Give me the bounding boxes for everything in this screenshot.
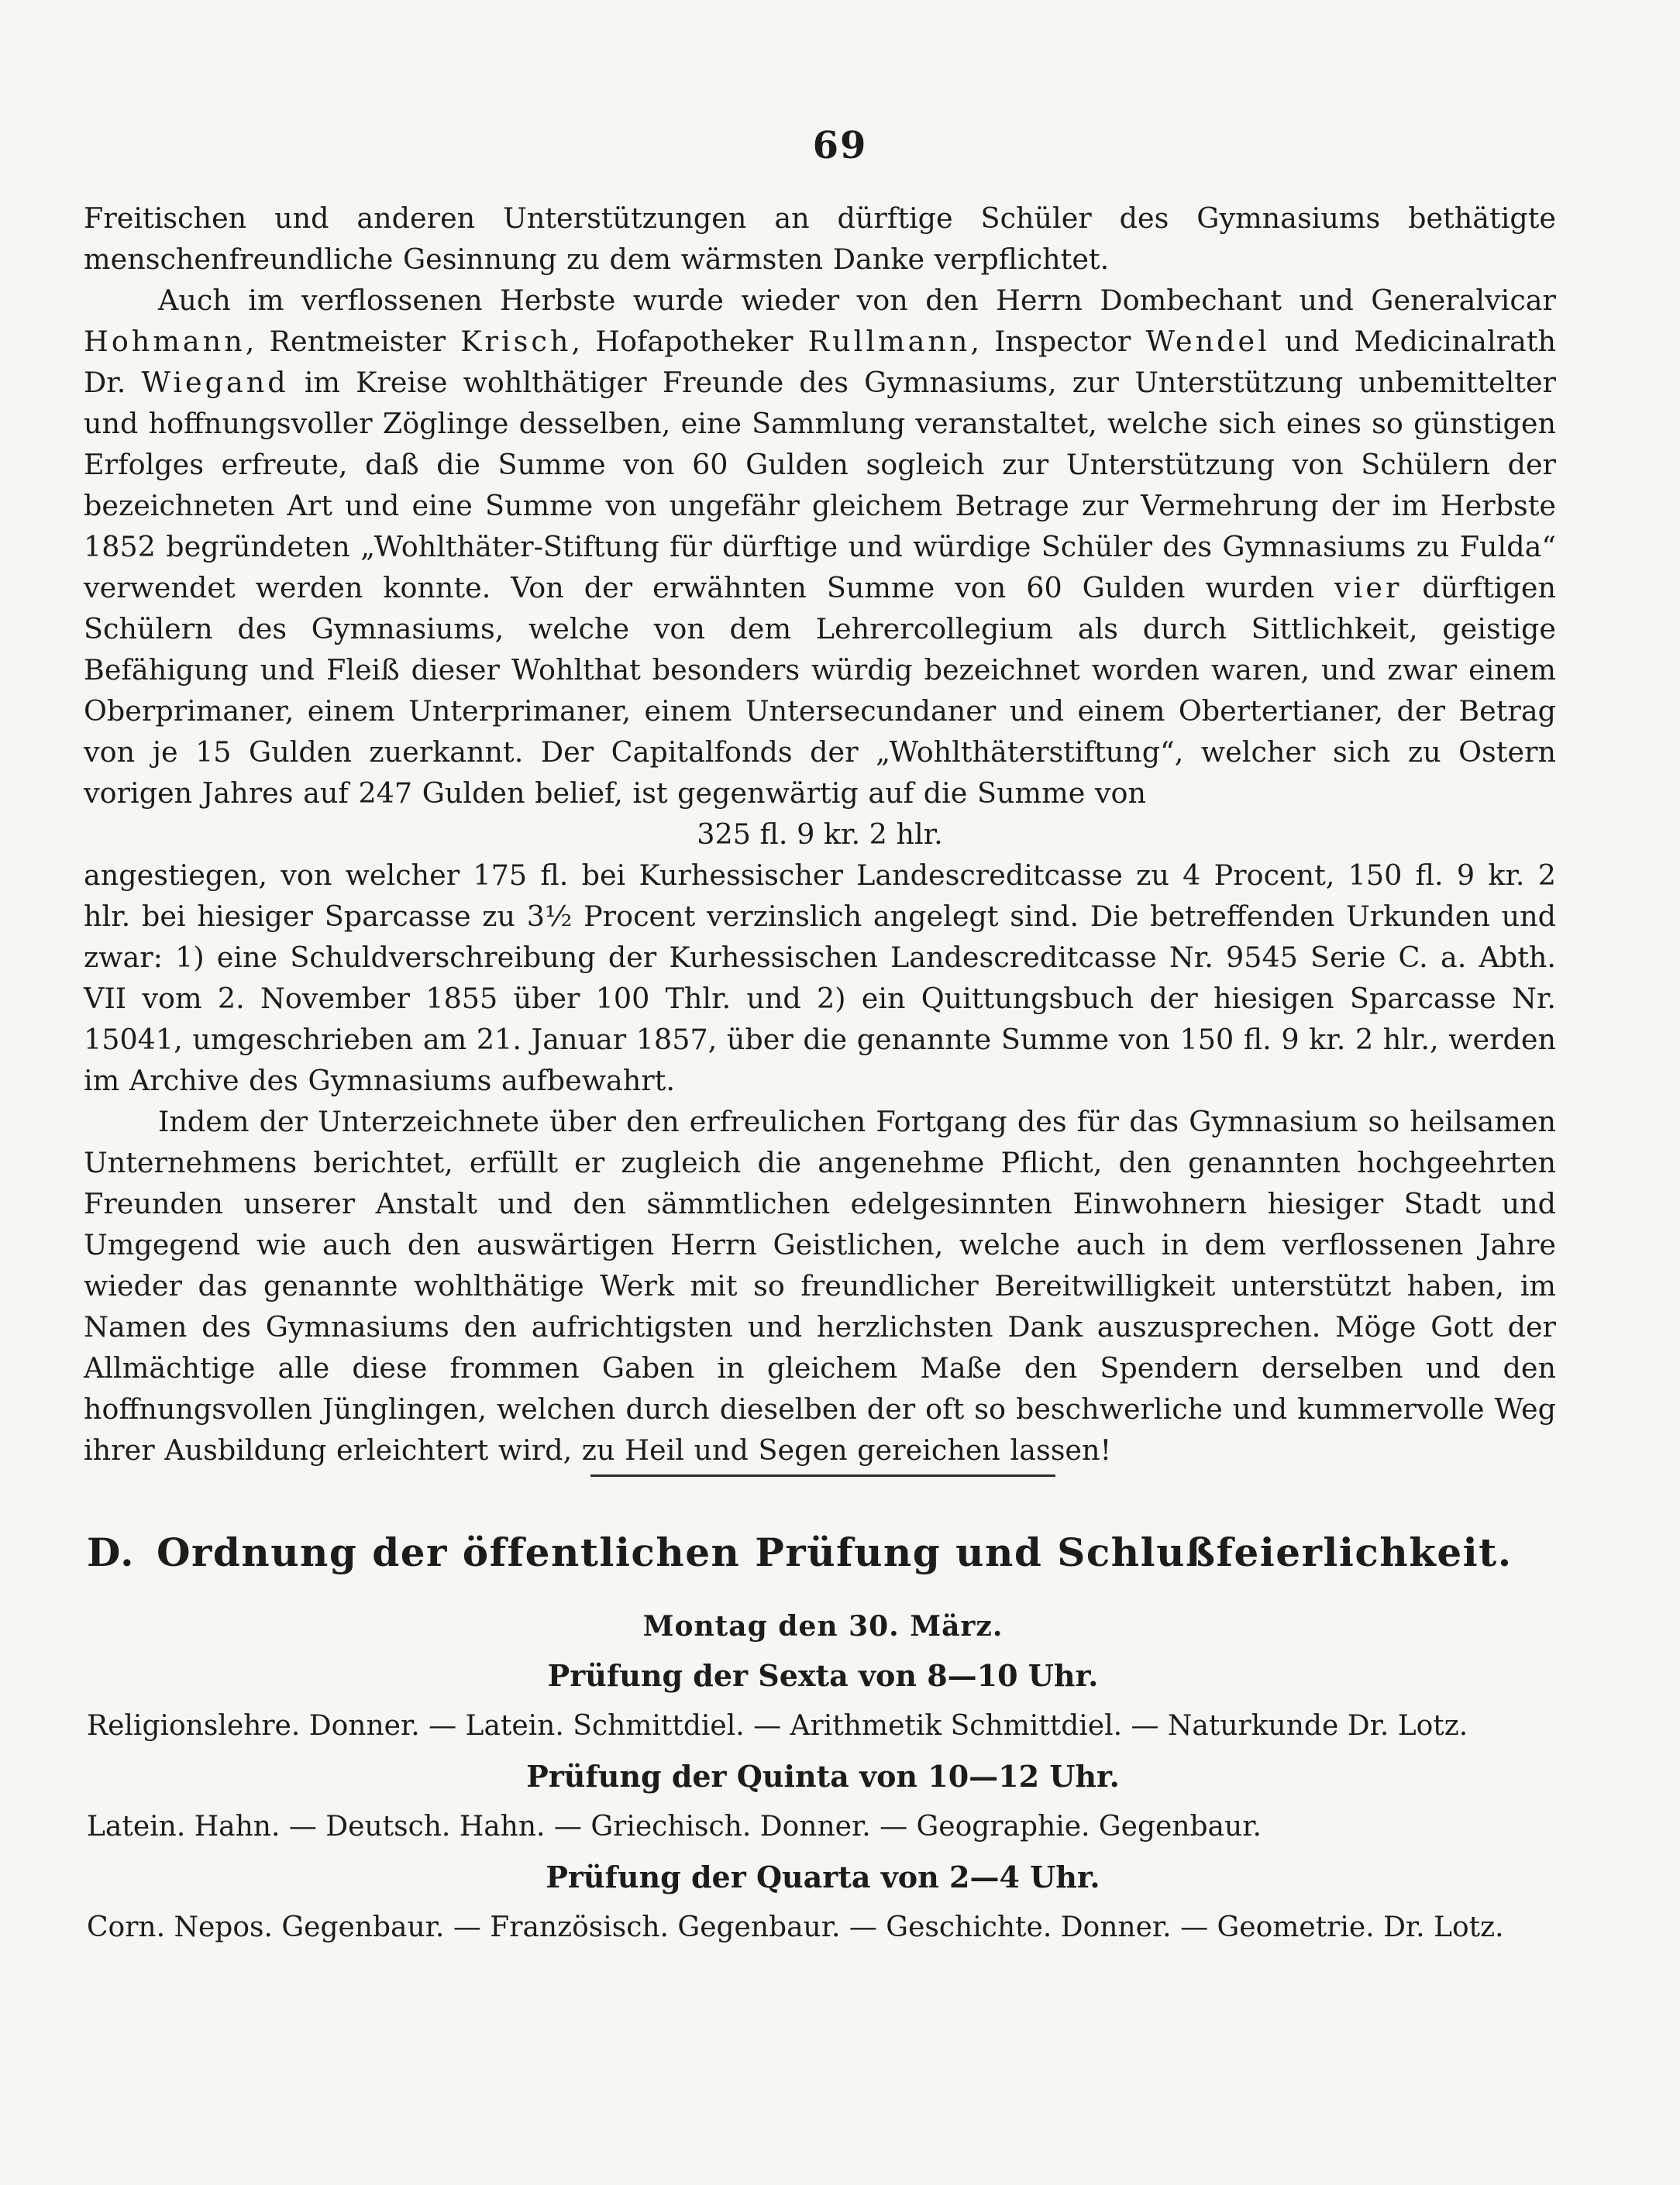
paragraph-2-text: im Kreise wohlthätiger Freunde des Gymnasiums, zur Unterstützung unbemittelter und hoffnungsvoller Zöglinge desselben, eine Sammlung veranstaltet, welche sich eines so günstigen Erfolges erfreute, daß die Summe von 60 Gulden sogleich zur Unterstützung von Schülern der bezeichneten Art und eine Summe von ungefähr gleichem Betrage zur Vermehrung der im Herbste 1852 begründeten „Wohlthäter-Stiftung für dürftige und würdige Schüler des Gymnasiums zu Fulda“ verwendet werden konnte. Von der erwähnten Summe von 60 Gulden wurden xyxy=(84,366,1556,604)
paragraph-2-text: , Rentmeister xyxy=(245,325,461,358)
section-divider xyxy=(590,1474,1055,1477)
paragraph-2-text xyxy=(126,366,141,399)
exam-subjects-sexta: Religionslehre. Donner. — Latein. Schmittdiel. — Arithmetik Schmittdiel. — Naturkunde Dr. Lotz. xyxy=(87,1710,1468,1742)
exam-subjects-quarta: Corn. Nepos. Gegenbaur. — Französisch. Gegenbaur. — Geschichte. Donner. — Geometrie. Dr. Lotz. xyxy=(87,1911,1504,1943)
exam-subjects-quinta: Latein. Hahn. — Deutsch. Hahn. — Griechisch. Donner. — Geographie. Gegenbaur. xyxy=(87,1811,1262,1843)
paragraph-2 xyxy=(84,280,1556,814)
section-title: Ordnung der öffentlichen Prüfung und Schlußfeierlichkeit. xyxy=(156,1530,1513,1575)
name-wendel: Wendel xyxy=(1145,325,1270,358)
exam-schedule-section xyxy=(87,1525,1559,1948)
paragraph-3: angestiegen, von welcher 175 fl. bei Kurhessischer Landescreditcasse zu 4 Procent, 150 fl. 9 kr. 2 hlr. bei hiesiger Sparcasse zu 3½ Procent verzinslich angelegt sind. Die betreffenden Urkunden und zwar: 1) eine Schuldverschreibung der Kurhessischen Landescreditcasse Nr. 9545 Serie C. a. Abth. VII vom 2. November 1855 über 100 Thlr. und 2) ein Quittungsbuch der hiesigen Sparcasse Nr. 15041, umgeschrieben am 21. Januar 1857, über die genannte Summe von 150 fl. 9 kr. 2 hlr., werden im Archive des Gymnasiums aufbewahrt. xyxy=(84,859,1556,1097)
sum-line: 325 fl. 9 kr. 2 hlr. xyxy=(697,817,943,851)
name-hohmann: Hohmann xyxy=(84,325,246,358)
exam-heading-sexta: Prüfung der Sexta von 8—10 Uhr. xyxy=(547,1658,1099,1693)
paragraph-1: Freitischen und anderen Unterstützungen an dürftige Schüler des Gymnasiums bethätigte menschenfreundliche Gesinnung zu dem wärmsten Danke verpflichtet. xyxy=(84,201,1556,276)
paragraph-2-text: Auch im verflossenen Herbste wurde wieder von den Herrn Dombechant und Generalvicar xyxy=(158,284,1556,317)
exam-heading-quarta: Prüfung der Quarta von 2—4 Uhr. xyxy=(546,1860,1100,1894)
section-letter: D. xyxy=(87,1530,135,1575)
exam-date: Montag den 30. März. xyxy=(642,1610,1004,1643)
exam-heading-quinta: Prüfung der Quinta von 10—12 Uhr. xyxy=(526,1759,1120,1794)
paragraph-2-text: , Hofapotheker xyxy=(571,325,808,358)
page-number: 69 xyxy=(812,124,868,167)
name-krisch: Krisch xyxy=(460,325,572,358)
paragraph-2-text: dürftigen Schülern des Gymnasiums, welche von dem Lehrercollegium als durch Sittlichkeit, geistige Befähigung und Fleiß dieser Wohlthat besonders würdig bezeichnet worden waren, und zwar einem Oberprimaner, einem Unterprimaner, einem Untersecundaner und einem Obertertianer, der Betrag von je 15 Gulden zuerkannt. Der Capitalfonds der „Wohlthäterstiftung“, welcher sich zu Ostern vorigen Jahres auf 247 Gulden belief, ist gegenwärtig auf die Summe von xyxy=(84,571,1556,810)
paragraph-4: Indem der Unterzeichnete über den erfreulichen Fortgang des für das Gymnasium so heilsamen Unternehmens berichtet, erfüllt er zugleich die angenehme Pflicht, den genannten hochgeehrten Freunden unserer Anstalt und den sämmtlichen edelgesinnten Einwohnern hiesiger Stadt und Umgegend wie auch den auswärtigen Herrn Geistlichen, welche auch in dem verflossenen Jahre wieder das genannte wohlthätige Werk mit so freundlicher Bereitwilligkeit unterstützt haben, im Namen des Gymnasiums den aufrichtigsten und herzlichsten Dank auszusprechen. Möge Gott der Allmächtige alle diese frommen Gaben in gleichem Maße den Spendern derselben und den hoffnungsvollen Jünglingen, welchen durch dieselben der oft so beschwerliche und kummervolle Weg ihrer Ausbildung erleichtert wird, zu Heil und Segen gereichen lassen! xyxy=(84,1105,1556,1467)
section-heading xyxy=(87,1525,1559,1581)
paragraph-2-text: und Medicinalrath xyxy=(1269,325,1557,358)
title-dr: Dr. xyxy=(84,366,126,399)
name-wiegand: Wiegand xyxy=(141,366,289,399)
body-text xyxy=(84,198,1556,1471)
paragraph-2-text: , Inspector xyxy=(970,325,1146,358)
word-vier: vier xyxy=(1334,571,1403,604)
name-rullmann: Rullmann xyxy=(807,325,971,358)
